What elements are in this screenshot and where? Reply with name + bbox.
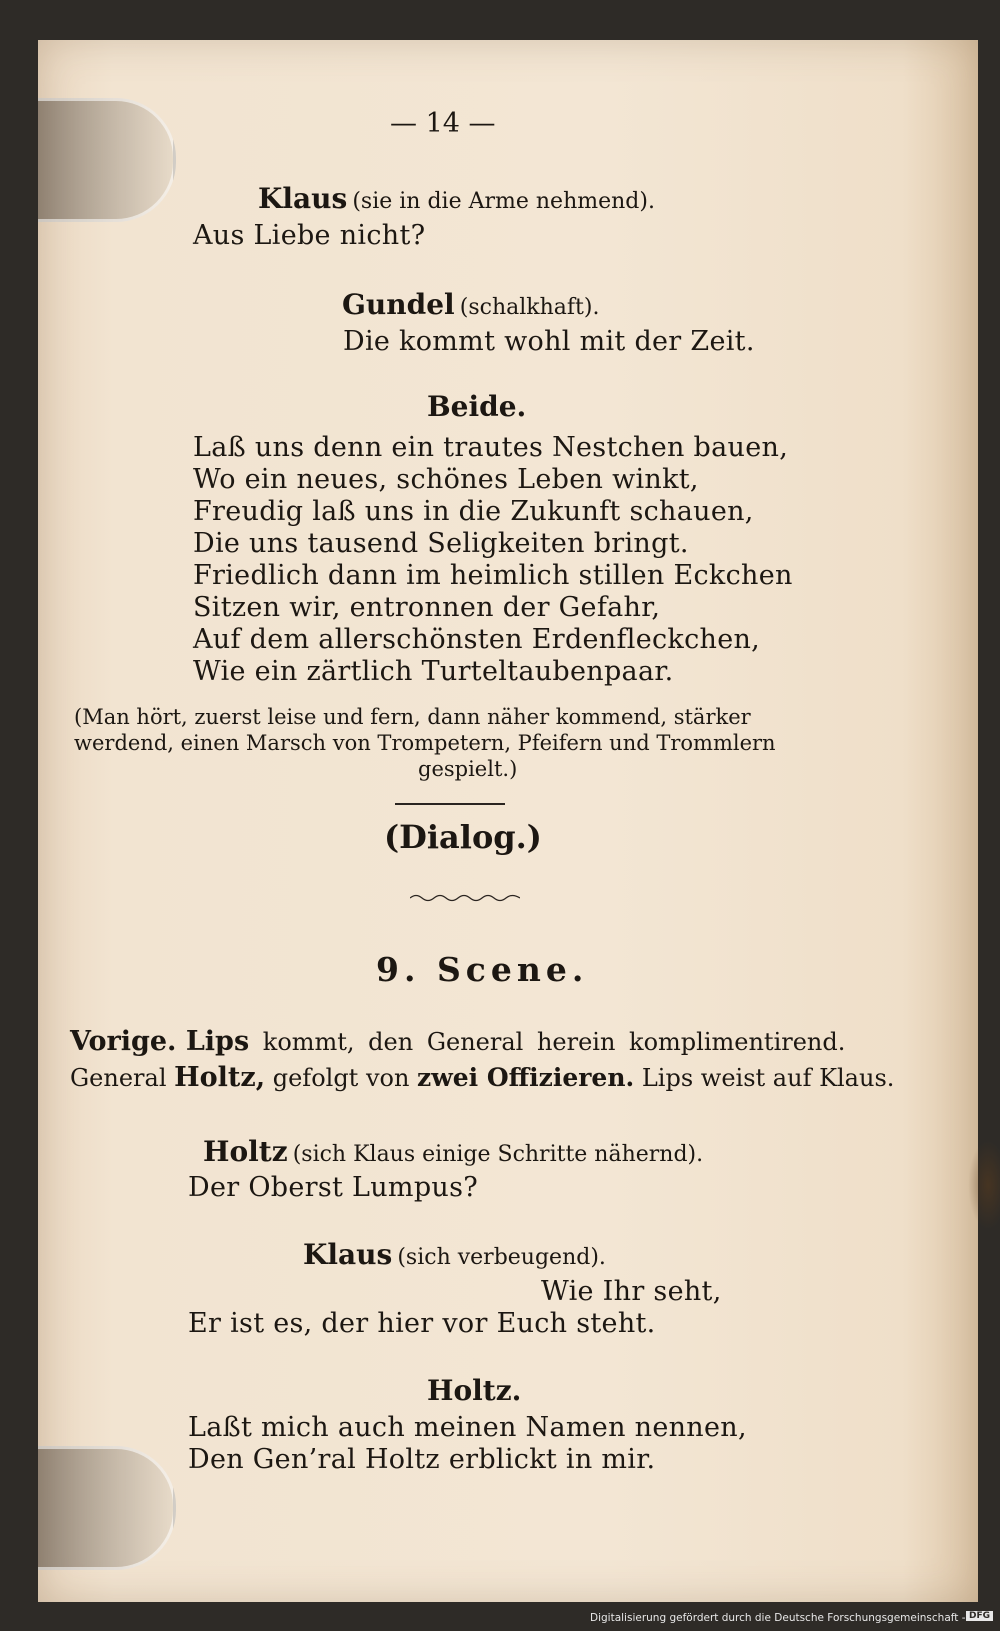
scene-intro-line <box>70 1062 894 1093</box>
speaker-heading <box>258 182 655 215</box>
dialog-heading: (Dialog.) <box>384 818 542 856</box>
speaker-heading <box>342 288 599 321</box>
verse-line: Friedlich dann im heimlich stillen Eckchen <box>193 560 793 591</box>
scene-intro-bold: Vorige. Lips <box>70 1026 250 1057</box>
stage-direction: (schalkhaft). <box>459 295 600 320</box>
scene-intro-text: gefolgt von <box>265 1064 418 1092</box>
speaker-name: Beide. <box>427 390 527 423</box>
verse-line: Freudig laß uns in die Zukunft schauen, <box>193 496 754 527</box>
scene-heading: 9. Scene. <box>376 950 589 989</box>
scene-intro-text: General <box>70 1064 175 1092</box>
verse-line: Auf dem allerschönsten Erdenfleckchen, <box>193 624 761 655</box>
scene-intro-bold: Holtz, <box>174 1062 266 1093</box>
speaker-name: Klaus <box>258 182 348 215</box>
page-number: — 14 — <box>390 108 496 139</box>
verse-line: Wo ein neues, schönes Leben winkt, <box>193 464 699 495</box>
stage-direction: (sich verbeugend). <box>397 1245 606 1270</box>
speaker-name: Gundel <box>342 288 455 321</box>
verse-line: Wie Ihr seht, <box>541 1276 722 1307</box>
scene-intro-line <box>70 1026 845 1057</box>
scene-intro-bold: zwei Offizieren. <box>417 1063 635 1092</box>
verse-line: Der Oberst Lumpus? <box>188 1172 479 1203</box>
verse-line: Sitzen wir, entronnen der Gefahr, <box>193 592 661 623</box>
stage-direction: (sie in die Arme nehmend). <box>352 189 655 214</box>
scene-intro-text: kommt, den General herein komplimentirend. <box>249 1028 846 1056</box>
dfg-logo: DFG <box>966 1611 993 1621</box>
verse-line: Laßt mich auch meinen Namen nennen, <box>188 1412 747 1443</box>
stage-direction-line: gespielt.) <box>418 757 518 781</box>
speaker-name: Holtz. <box>427 1374 522 1407</box>
stage-direction-line: (Man hört, zuerst leise und fern, dann näher kommend, stärker <box>74 705 751 729</box>
ornament-divider <box>410 893 520 903</box>
stage-direction-line: werdend, einen Marsch von Trompetern, Pfeifern und Trommlern <box>74 731 776 755</box>
speaker-name: Holtz <box>203 1135 288 1168</box>
verse-line: Aus Liebe nicht? <box>193 220 426 251</box>
speaker-heading <box>303 1238 606 1271</box>
verse-line: Die kommt wohl mit der Zeit. <box>343 326 755 357</box>
stage-direction: (sich Klaus einige Schritte nähernd). <box>292 1142 704 1167</box>
verse-line: Die uns tausend Seligkeiten bringt. <box>193 528 689 559</box>
speaker-heading <box>203 1135 703 1168</box>
verse-line: Er ist es, der hier vor Euch steht. <box>188 1308 656 1339</box>
divider-rule <box>395 803 505 805</box>
digitization-credit: Digitalisierung gefördert durch die Deutsche Forschungsgemeinschaft - <box>590 1612 966 1624</box>
verse-line: Den Gen’ral Holtz erblickt in mir. <box>188 1444 656 1475</box>
verse-line: Laß uns denn ein trautes Nestchen bauen, <box>193 432 789 463</box>
speaker-name: Klaus <box>303 1238 393 1271</box>
verse-line: Wie ein zärtlich Turteltaubenpaar. <box>193 656 674 687</box>
scene-intro-text: Lips weist auf Klaus. <box>634 1064 895 1092</box>
